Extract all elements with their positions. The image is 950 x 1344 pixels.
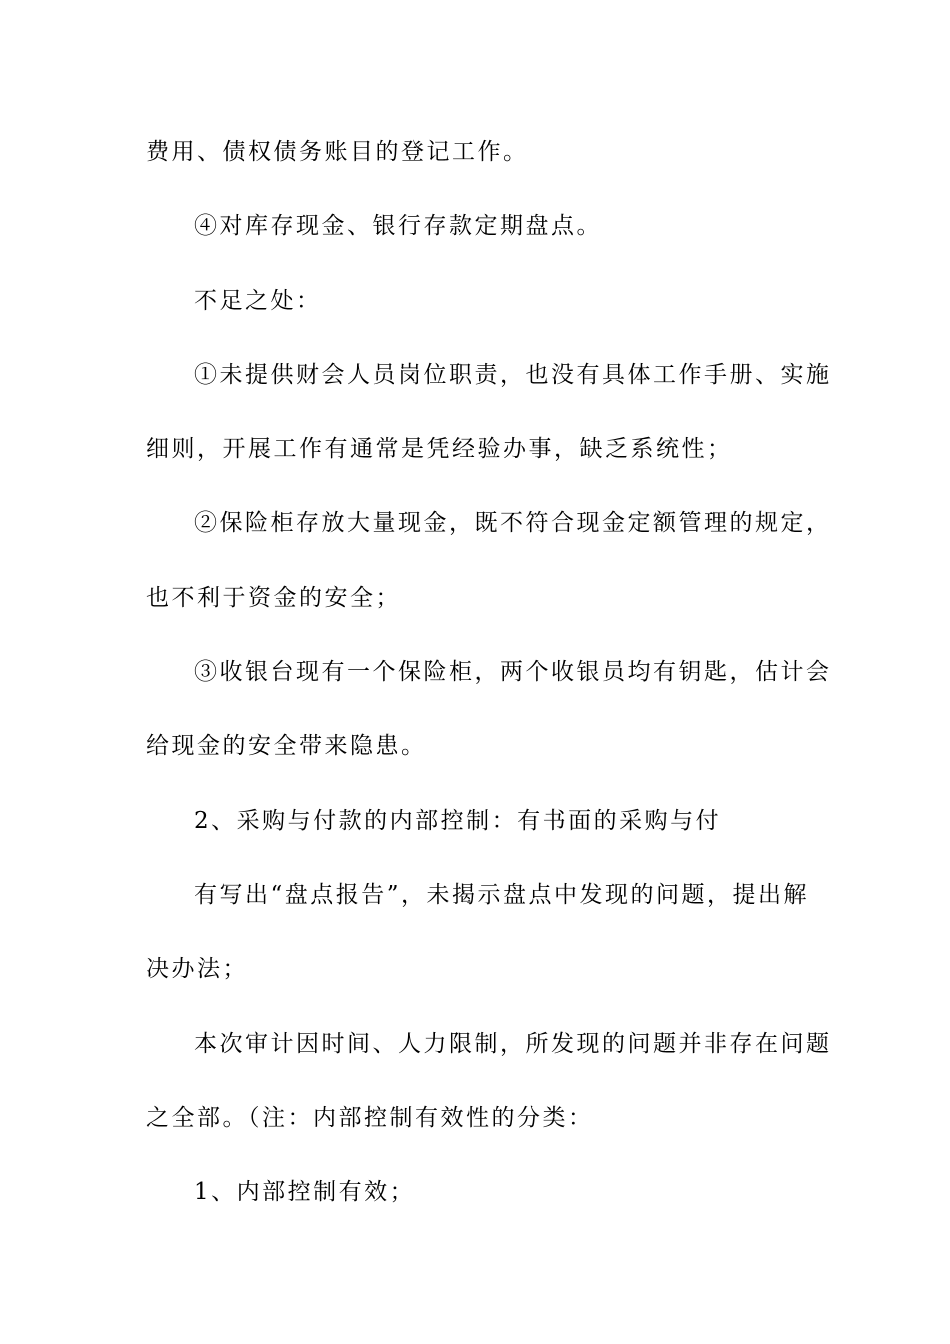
- text-line: 1、内部控制有效；: [194, 1179, 416, 1206]
- section-heading: 不足之处：: [194, 287, 322, 314]
- text-line: 细则，开展工作有通常是凭经验办事，缺乏系统性；: [146, 436, 733, 463]
- text-line: 有写出“盘点报告”，未揭示盘点中发现的问题，提出解: [194, 881, 810, 908]
- text-line: ①未提供财会人员岗位职责，也没有具体工作手册、实施: [194, 361, 832, 388]
- section-heading: 2、采购与付款的内部控制：有书面的采购与付: [194, 807, 722, 834]
- text-line: ③收银台现有一个保险柜，两个收银员均有钥匙，估计会: [194, 659, 832, 686]
- text-line: 费用、债权债务账目的登记工作。: [146, 139, 529, 165]
- text-line: 决办法；: [146, 956, 248, 983]
- text-line: 之全部。（注：内部控制有效性的分类：: [146, 1104, 594, 1131]
- text-line: 给现金的安全带来隐患。: [146, 733, 427, 760]
- text-line: ④对库存现金、银行存款定期盘点。: [194, 213, 602, 240]
- text-line: 本次审计因时间、人力限制，所发现的问题并非存在问题: [194, 1030, 832, 1057]
- text-line: ②保险柜存放大量现金，既不符合现金定额管理的规定，: [194, 510, 832, 537]
- text-line: 也不利于资金的安全；: [146, 584, 401, 611]
- document-body: [146, 130, 832, 1244]
